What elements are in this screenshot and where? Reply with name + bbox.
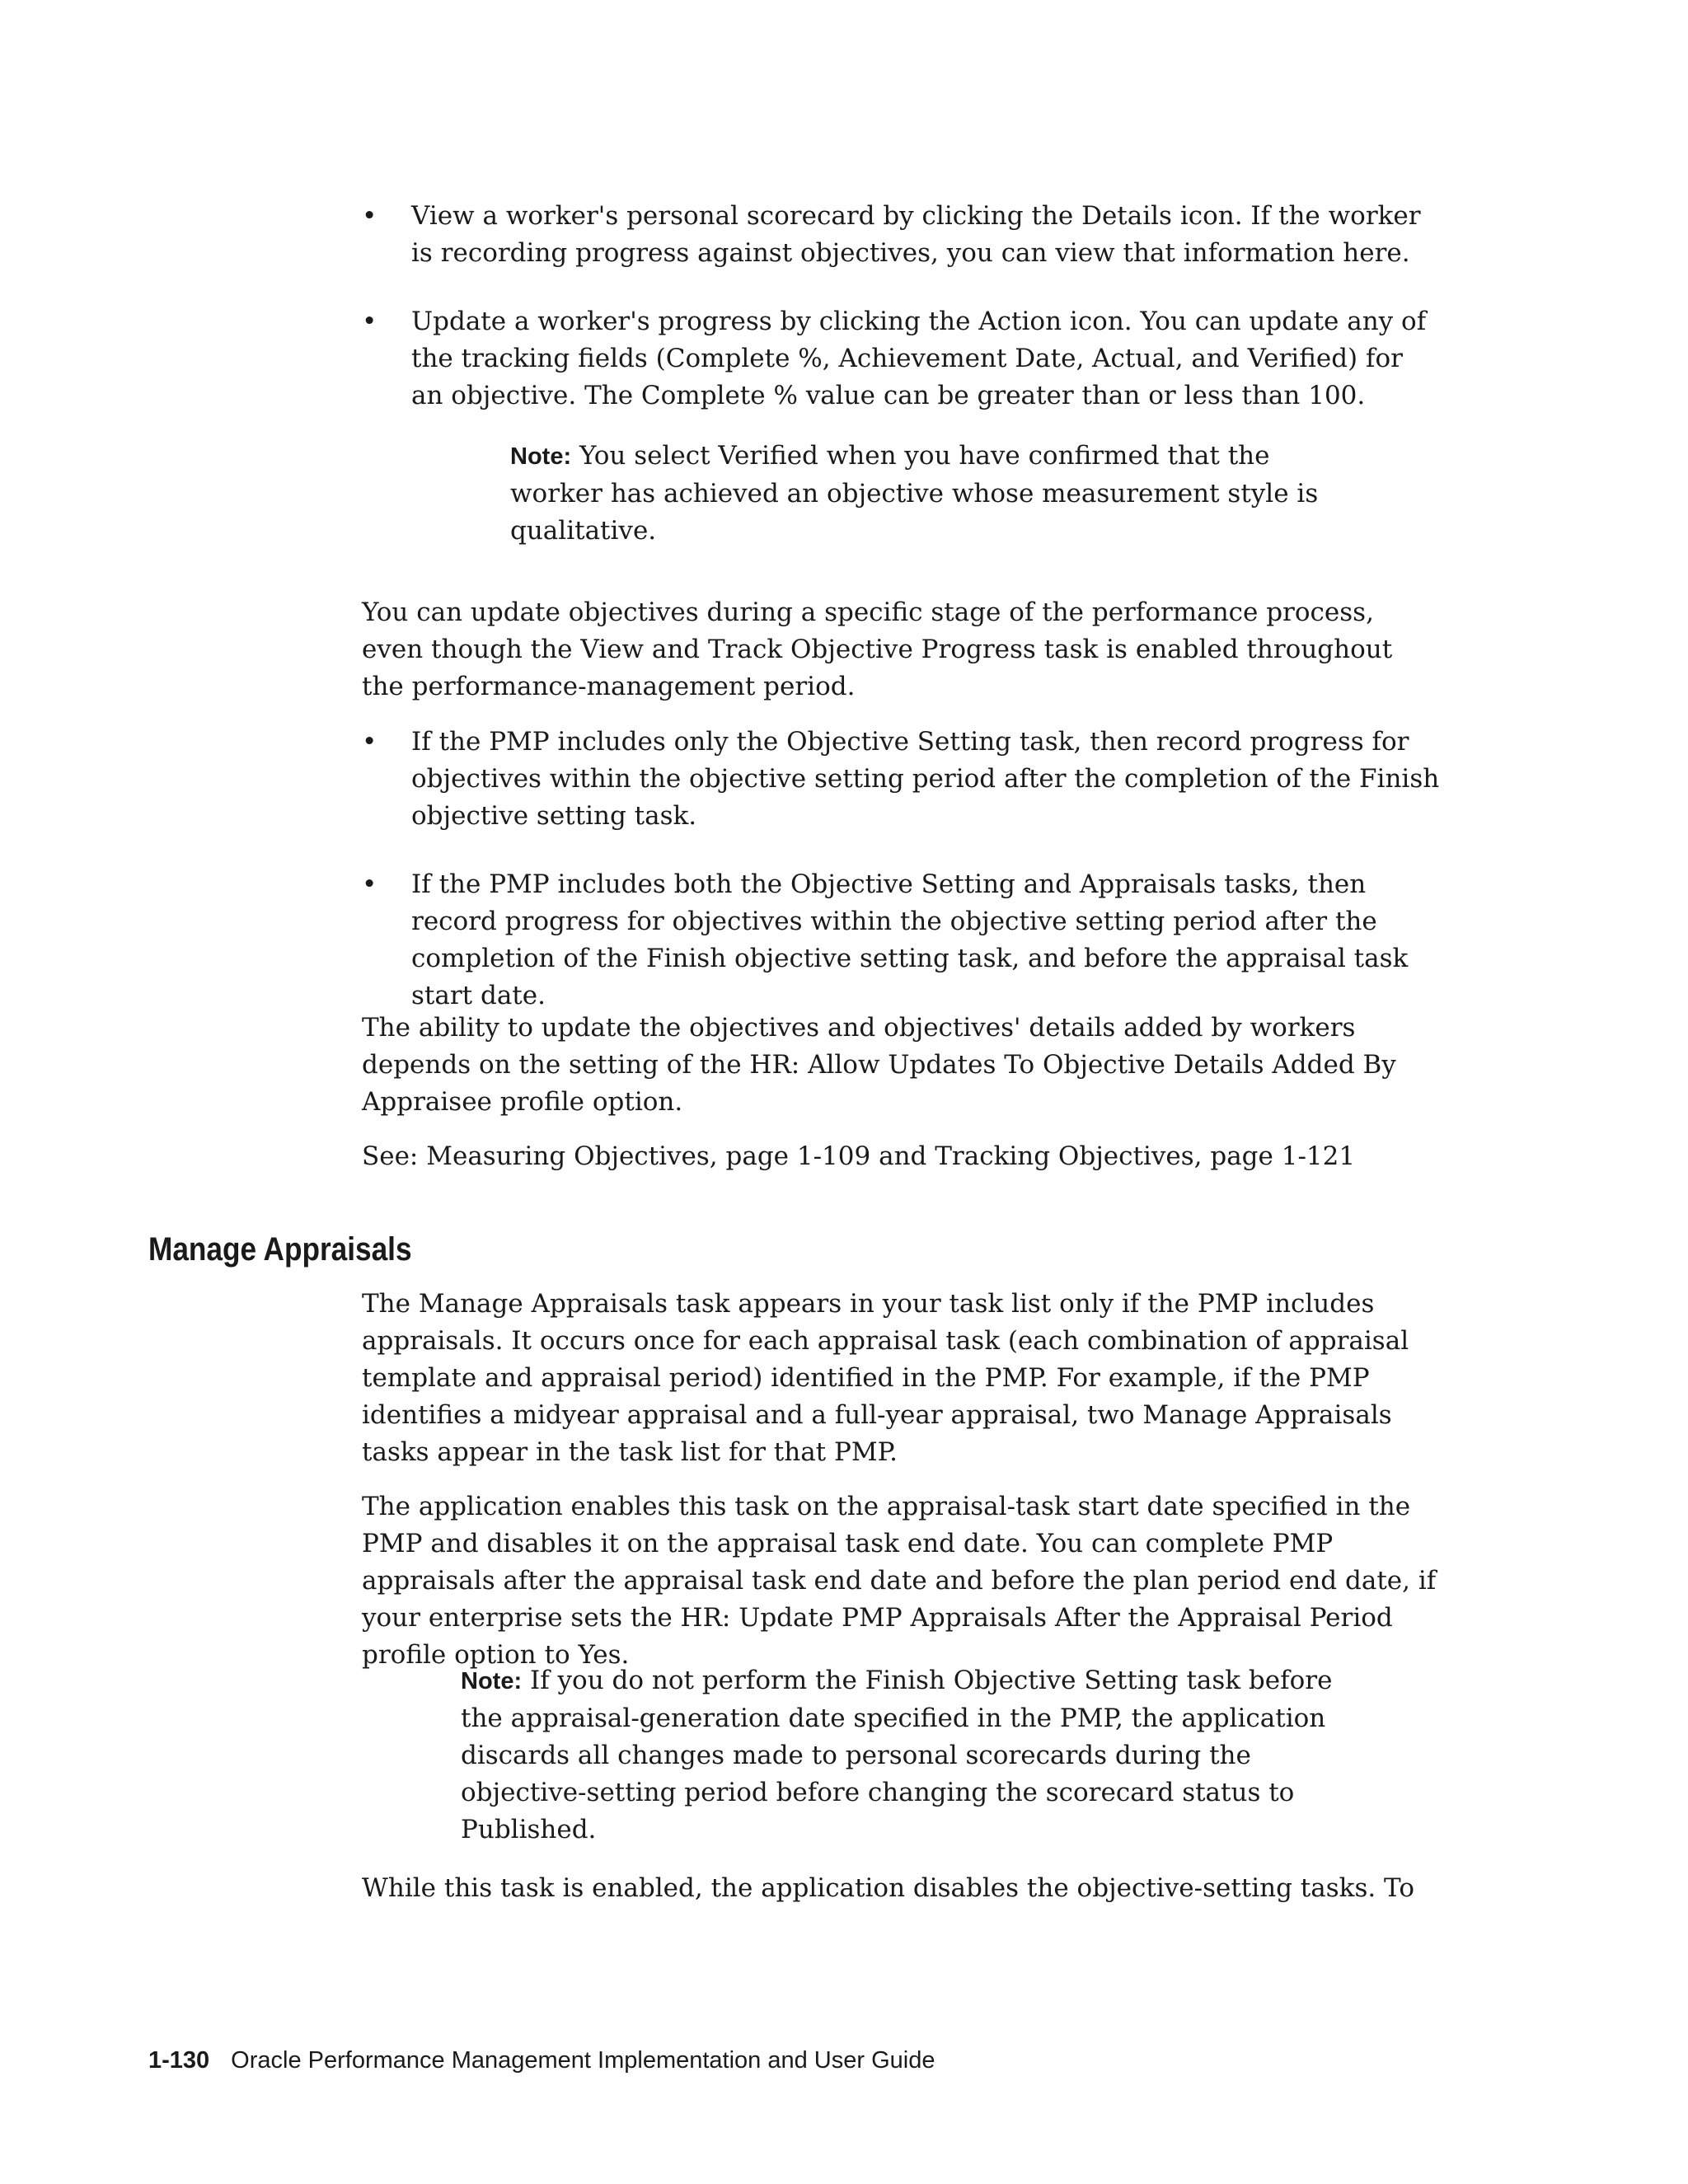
note-label: Note: bbox=[510, 443, 572, 470]
cross-reference: See: Measuring Objectives, page 1-109 and Tracking Objectives, page 1-121 bbox=[362, 1141, 1356, 1171]
bullet-marker: • bbox=[362, 869, 377, 899]
list-item-text: If the PMP includes both the Objective Setting and Appraisals tasks, then record progress for objectives within the objective setting period after the completion of the Finish objective setting task, and before the appraisal task start date. bbox=[411, 869, 1409, 1010]
section-heading: Manage Appraisals bbox=[148, 1231, 412, 1268]
note-text: You select Verified when you have confirmed that the worker has achieved an objective whose measurement style is qualitative. bbox=[510, 441, 1319, 546]
list-item-text: If the PMP includes only the Objective Setting task, then record progress for objectives within the objective setting period after the completion of the Finish objective setting task. bbox=[411, 727, 1440, 831]
paragraph: While this task is enabled, the application disables the objective-setting tasks. To bbox=[362, 1873, 1414, 1903]
bullet-marker: • bbox=[362, 727, 377, 757]
paragraph: You can update objectives during a specific stage of the performance process, even though the View and Track Objective Progress task is enabled throughout the performance-management period. bbox=[362, 598, 1393, 701]
bullet-marker: • bbox=[362, 307, 377, 336]
page-footer bbox=[148, 2044, 935, 2077]
paragraph: The Manage Appraisals task appears in your task list only if the PMP includes appraisals. It occurs once for each appraisal task (each combination of appraisal template and appraisal period) identified in the PMP. For example, if the PMP identifies a midyear appraisal and a full-year appraisal, two Manage Appraisals tasks appear in the task list for that PMP. bbox=[362, 1289, 1409, 1467]
list-item-text: View a worker's personal scorecard by clicking the Details icon. If the worker is recording progress against objectives, you can view that information here. bbox=[411, 201, 1421, 268]
paragraph: The ability to update the objectives and objectives' details added by workers depends on the setting of the HR: Allow Updates To Objective Details Added By Appraisee profile option. bbox=[362, 1013, 1396, 1117]
note-label: Note: bbox=[461, 1668, 523, 1694]
note-box bbox=[461, 1662, 1334, 1849]
bullet-marker: • bbox=[362, 201, 377, 231]
note-text: If you do not perform the Finish Objective Setting task before the appraisal-generation date specified in the PMP, the application discards all changes made to personal scorecards during the objective-setting period before changing the scorecard status to Published. bbox=[461, 1666, 1333, 1844]
paragraph: The application enables this task on the appraisal-task start date specified in the PMP and disables it on the appraisal task end date. You can complete PMP appraisals after the appraisal task end date and before the plan period end date, if your enterprise sets the HR: Update PMP Appraisals After the Appraisal Period profile option to Yes. bbox=[362, 1492, 1437, 1670]
book-title: Oracle Performance Management Implementation and User Guide bbox=[231, 2047, 935, 2074]
note-box bbox=[510, 438, 1351, 550]
list-item-text: Update a worker's progress by clicking the Action icon. You can update any of the tracking fields (Complete %, Achievement Date, Actual, and Verified) for an objective. The Complete % value can be greater than or less than 100. bbox=[411, 307, 1427, 410]
page-number: 1-130 bbox=[148, 2047, 210, 2074]
